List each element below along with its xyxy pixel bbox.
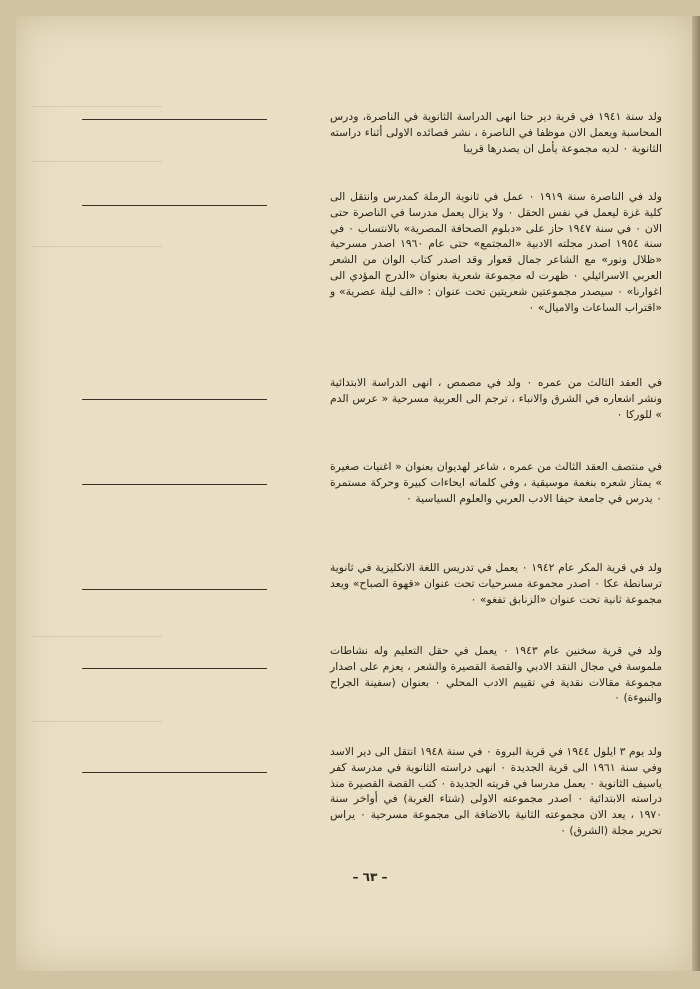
entry-bio: في العقد الثالث من عمره ٠ ولد في مصمص ، انهى الدراسة الابتدائية ونشر اشعاره في الشرق والانباء ، ترجم الى العربية مسرحية « عرس الدم » للوركا ٠ [330, 376, 662, 421]
name-underline [82, 119, 267, 120]
name-underline [82, 772, 267, 773]
entry-bio: ولد في قرية المكر عام ١٩٤٢ ٠ يعمل في تدريس اللغة الانكليزية في ثانوية ترسانطة عكا ٠ اصدر مجموعة مسرحيات تحت عنوان «قهوة الصباح» ويعد مجموعة ثانية تحت عنوان «الزنابق تفغو» ٠ [330, 561, 662, 606]
entry-bio: ولد في الناصرة سنة ١٩١٩ ٠ عمل في ثانوية الرملة كمدرس وانتقل الى كلية غزة ليعمل في نفس الحقل ٠ ولا يزال يعمل مدرسا في الناصرة حتى الان ٠ في سنة ١٩٤٧ حاز على «دبلوم الصحافة المصرية» بالانتساب ٠ في سنة ١٩٥٤ اصدر مجلته الادبية «المجتمع» حتى عام ١٩٦٠ اصدر مسرحية «ظلال ونور» مع الشاعر جمال قعوار وقد اصدر كتاب الوان من الشعر العربي الاسرائيلي ٠ ظهرت له مجموعة شعرية بعنوان «الدرج المؤدي الى اغوارنا» ٠ سيصدر مجموعتين شعريتين تحت عنوان : «الف ليلة عصرية» و «اقتراب الساعات والاميال» ٠ [330, 190, 663, 314]
page-spine [692, 16, 700, 971]
name-underline [82, 589, 267, 590]
faint-bleed-line [32, 721, 162, 722]
entry-bio: في منتصف العقد الثالث من عمره ، شاعر لهديوان بعنوان « اغنيات صغيرة » يمتاز شعره بنغمة موسيقية ، وفي كلماته ايحاءات كبيرة وحركة مستمرة ٠ يدرس في جامعة حيفا الادب العربي والعلوم السياسية ٠ [330, 460, 662, 505]
faint-bleed-line [32, 636, 162, 637]
faint-bleed-line [32, 246, 162, 247]
page-number: – ٦٣ – [352, 870, 388, 884]
name-underline [82, 205, 267, 206]
entry-bio: ولد سنة ١٩٤١ في قرية دير حنا انهى الدراسة الثانوية في الناصرة، ودرس المحاسبة ويعمل الان موظفا في الناصرة ، نشر قصائده الاولى أثناء دراسته الثانوية ٠ لديه مجموعة يأمل ان يصدرها قريبا [330, 110, 662, 155]
faint-bleed-line [32, 106, 162, 107]
name-underline [82, 484, 267, 485]
entry-bio: ولد يوم ٣ ايلول ١٩٤٤ في قرية البروة ٠ في سنة ١٩٤٨ انتقل الى دير الاسد وفي سنة ١٩٦١ الى قرية الجديدة ٠ انهى دراسته الثانوية في مدرسة كفر ياسيف الثانوية ٠ يعمل مدرسا في قريته الجديدة ٠ كتب القصة القصيرة منذ دراسته الابتدائية ٠ اصدر مجموعته الاولى (شتاء الغربة) في أواخر سنة ١٩٧٠ ، يعد الان مجموعته الثانية بالاضافة الى مجموعة مسرحية ٠ يراس تحرير مجلة (الشرق) ٠ [330, 745, 662, 837]
name-underline [82, 668, 267, 669]
faint-bleed-line [32, 161, 162, 162]
name-underline [82, 399, 267, 400]
entry-bio: ولد في قرية سخنين عام ١٩٤٣ ٠ يعمل في حقل التعليم وله نشاطات ملموسة في مجال النقد الادبي والقصة القصيرة والشعر ، يعزم على اصدار مجموعة مقالات نقدية في تقييم الادب المحلي ٠ بعنوان (سفينة الجراح والنبوءة) ٠ [330, 644, 663, 705]
